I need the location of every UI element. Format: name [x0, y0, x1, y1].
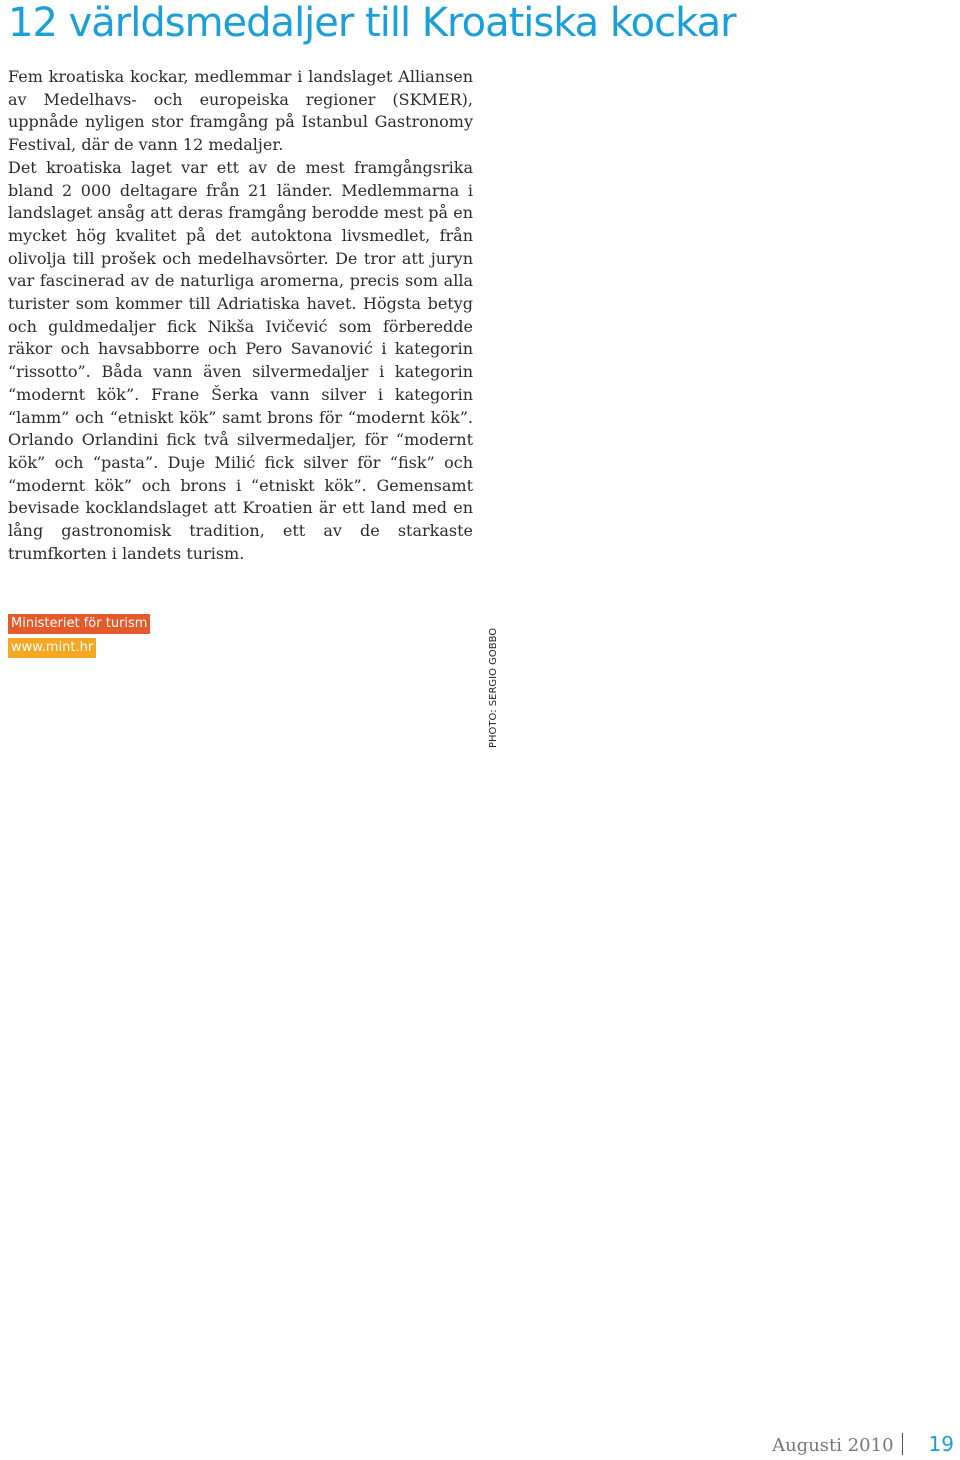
ministry-url-link[interactable]: www.mint.hr	[8, 638, 96, 658]
page-footer	[772, 1432, 954, 1456]
photo-credit: PHOTO: SERGIO GOBBO	[488, 627, 499, 748]
page-number: 19	[928, 1432, 954, 1456]
ministry-label: Ministeriet för turism	[8, 614, 150, 634]
article-body	[8, 66, 473, 565]
article-title: 12 världsmedaljer till Kroatiska kockar	[8, 0, 736, 46]
footer-divider	[902, 1433, 903, 1455]
article-paragraph-main: Det kroatiska laget var ett av de mest framgångsrika bland 2 000 deltagare från 21 länder. Medlemmarna i landslaget ansåg att deras framgång berodde mest på en mycket hög kvalitet på det autoktona livsmedlet, från olivolja till prošek och medelhavsörter. De tror att juryn var fascinerad av de naturliga aromerna, precis som alla turister som kommer till Adriatiska havet. Högsta betyg och guldmedaljer fick Nikša Ivičević som förberedde räkor och havsabborre och Pero Savanović i kategorin “rissotto”. Båda vann även silvermedaljer i kategorin “modernt kök”. Frane Šerka vann silver i kategorin “lamm” och “etniskt kök” samt brons för “modernt kök”. Orlando Orlandini fick två silvermedaljer, för “modernt kök” och “pasta”. Duje Milić fick silver för “fisk” och “modernt kök” och brons i “etniskt kök”. Gemensamt bevisade kocklandslaget att Kroatien är ett land med en lång gastronomisk tradition, ett av de starkaste trumfkorten i landets turism.	[8, 157, 473, 563]
article-paragraph-intro: Fem kroatiska kockar, medlemmar i landslaget Alliansen av Medelhavs- och europeiska regioner (SKMER), uppnåde nyligen stor framgång på Istanbul Gastronomy Festival, där de vann 12 medaljer.	[8, 67, 473, 155]
footer-date: Augusti 2010	[772, 1435, 894, 1456]
